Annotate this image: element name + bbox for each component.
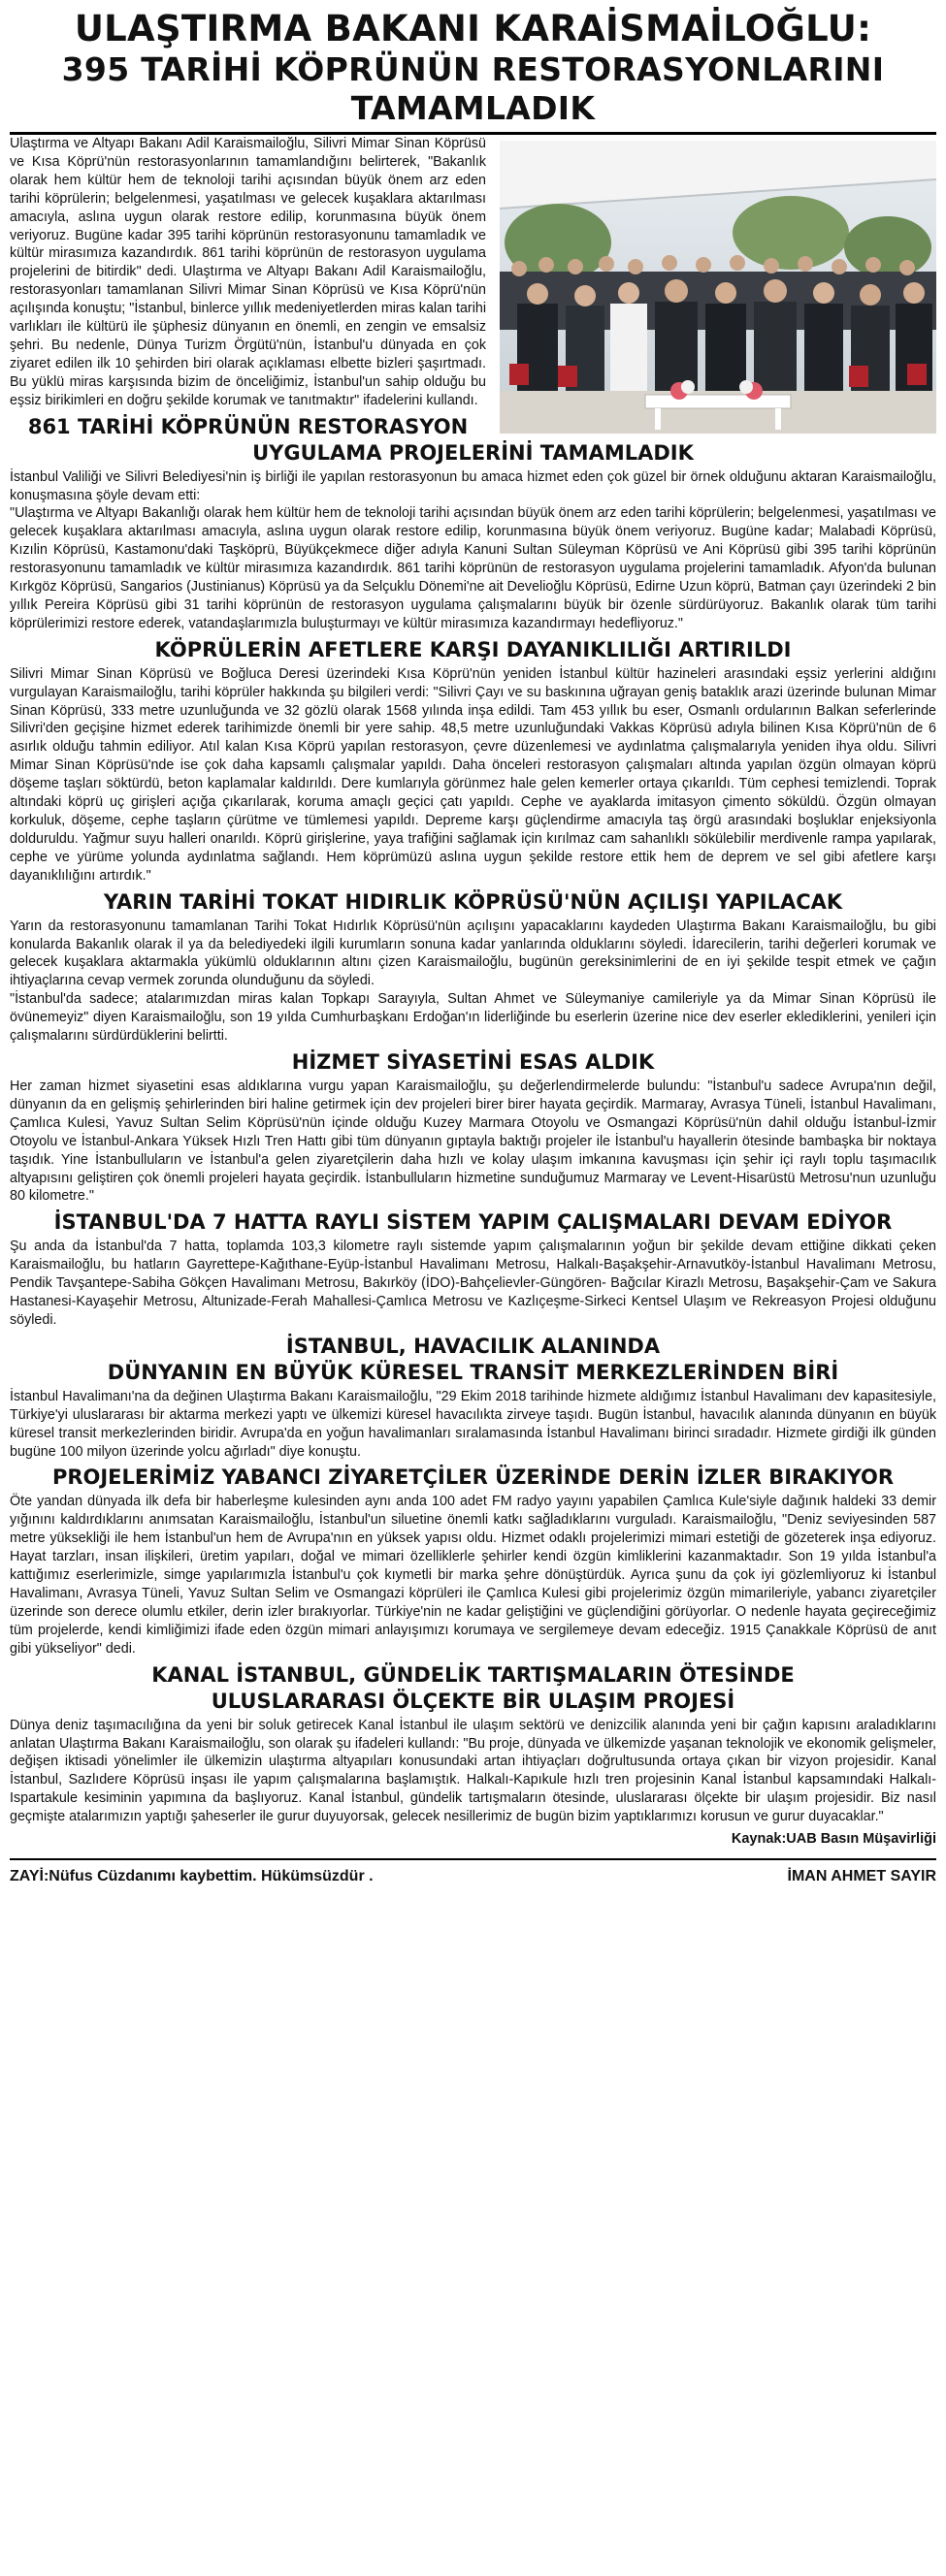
section-3-title: YARIN TARİHİ TOKAT HIDIRLIK KÖPRÜSÜ'NÜN AÇILIŞI YAPILACAK: [103, 889, 843, 914]
section-5-paragraph-1: Şu anda da İstanbul'da 7 hatta, toplamda 103,3 kilometre raylı sistemde yapım çalışmalarının yoğun bir şekilde devam ettiğine dikkati çeken Karaismailoğlu, bu hatların Gayrettepe-Kağıthane-Eyüp-İstanbul Havalimanı Metrosu, Halkalı-Başakşehir-Arnavutköy-İstanbul Havalimanı Metrosu, Pendik Tavşantepe-Sabiha Gökçen Havalimanı Metrosu, Bakırköy (İDO)-Bahçelievler-Güngören- Bağcılar Kirazlı Metrosu, Başakşehir-Çam ve Sakura Hastanesi-Kayaşehir Metrosu, Altunizade-Ferah Mahallesi-Çamlıca Metrosu ve Kazlıçeşme-Sirkeci Kentsel Ulaşım ve Rekreasyon Projesi olduğunu söyledi.: [10, 1239, 936, 1328]
section-7-paragraph-1: Öte yandan dünyada ilk defa bir haberleşme kulesinden aynı anda 100 adet FM radyo yayını yapabilen Çamlıca Kule'siyle dağınık haldeki 33 demir yığınını kaldırdıklarını anımsatan Karaismailoğlu, İstanbul'un siluetine önemli katkı sağladıklarını vurguladı. Karaismailoğlu, "Deniz seviyesinden 587 metre yüksekliği ile hem İstanbul'un hem de Avrupa'nın en yüksek yapısı oldu. Hizmet odaklı projelerimizi mimari estetiği de gözeterek inşa ediyoruz. Hayat tarzları, insan ilişkileri, üretim yapıları, doğal ve mimari özelliklerle şehirler kendi özgün kimliklerini kazanmaktadır. Son 19 yılda İstanbul'a kattığımız eserlerimizle, simge yapılarımızla İstanbul'u çok kıymetli bir marka şehre dönüştürdük. Ayrıca şunu da çok iyi gözlemliyoruz ki İstanbul Havalimanı, Avrasya Tüneli, Yavuz Sultan Selim ve Osmangazi köprüleri ile Çamlıca Kulesi gibi projelerimiz özgün mimarileriyle, yabancı ziyaretçiler üzerinde son derece olumlu etkiler, derin izler bırakıyorlar. Türkiye'nin ne kadar geliştiğini ve güçlendiğini görüyorlar. O nedenle hayata geçireceğimiz tüm projelerde, kendi kimliğimizi ifade eden özgün mimari anlayışımızı korumaya ve sergilemeye devam edeceğiz. 1915 Çanakkale Köprüsü de anıt gibi yükseliyor" dedi.: [10, 1494, 936, 1657]
source-line: [10, 1830, 936, 1849]
section-1: [10, 414, 936, 633]
section-1-paragraph-2: "Ulaştırma ve Altyapı Bakanlığı olarak hem kültür hem de teknoloji tarihi açısından büyük önem arz eden tarihi köprülerin; belgelenmesi, yaşatılması ve gelecek kuşaklara aktarılması amacıyla, aslına uygun olarak restore edilip, korunmasına büyük önem veriyoruz. Bugüne kadar; Malabadi Köprüsü, Kızılin Köprüsü, Kastamonu'daki Taşköprü, Büyükçekmece diğer adıyla Kanuni Sultan Süleyman Köprüsü ve Ani Köprüsü gibi 395 tarihi köprünün restorasyonunu tamamladık ve kültür mirasımıza kazandırdık. 861 tarihi köprünün de restorasyon uygulama projelerini tamamladık. Afyon'da bulunan Kırkgöz Köprüsü, Sangarios (Justinianus) Köprüsü ya da Selçuklu Dönemi'ne ait Develioğlu Köprüsü, Edirne Uzun köprü, Batman çayı üzerindeki 2 bin yıllık Pereira Köprüsü gibi 31 tarihi köprünün de restorasyon uygulama çalışmalarını büyük bir özenle sürdürüyoruz. Bakanlık olarak tüm tarihi köprülerimizi restore ederek, vatandaşlarımızla buluşturmayı ve kültür mirasımıza kazandırmayı hedefliyoruz.": [10, 505, 936, 631]
section-8-title: [10, 1662, 936, 1715]
section-7: [10, 1465, 936, 1658]
announcement-text: ZAYİ:Nüfus Cüzdanımı kaybettim. Hükümsüzdür .: [10, 1868, 374, 1885]
classified-announcement: [10, 1858, 936, 1886]
section-2: [10, 637, 936, 886]
section-4: [10, 1049, 936, 1206]
section-8: [10, 1662, 936, 1826]
section-3-paragraph-2: "İstanbul'da sadece; atalarımızdan miras kalan Topkapı Sarayıyla, Sultan Ahmet ve Süleymaniye camileriyle ya da Mimar Sinan Köprüsü ile övünemeyiz" diyen Karaismailoğlu, son 19 yılda Cumhurbaşkanı Erdoğan'ın liderliğinde bu eserlerin üzerine nice dev eserler eklediklerini, yenileri için çalışmalarını sürdürdüklerini belirtti.: [10, 991, 936, 1045]
section-6-title: [10, 1334, 936, 1386]
ceremony-photo: [500, 141, 936, 434]
newspaper-page: [10, 8, 936, 2559]
section-6-title-line-2: DÜNYANIN EN BÜYÜK KÜRESEL TRANSİT MERKEZLERİNDEN BİRİ: [107, 1360, 839, 1384]
section-7-title: PROJELERİMİZ YABANCI ZİYARETÇİLER ÜZERİNDE DERİN İZLER BIRAKIYOR: [51, 1465, 895, 1490]
section-4-title: HİZMET SİYASETİNİ ESAS ALDIK: [291, 1049, 655, 1074]
section-6: [10, 1334, 936, 1462]
section-4-paragraph-1: Her zaman hizmet siyasetini esas aldıklarına vurgu yapan Karaismailoğlu, şu değerlendirmelerde bulundu: "İstanbul'u sadece Avrupa'nın değil, dünyanın da en gelişmiş şehirlerinden biri haline getirmek için dev projeleri birer birer hayata geçirdik. Marmaray, Avrasya Tüneli, İstanbul Havalimanı, Çamlıca Kulesi, Yavuz Sultan Selim Köprüsü'nün içinde olduğu Kuzey Marmara Otoyolu ve Osmangazi Köprüsü'nün dahil olduğu İstanbul-İzmir Otoyolu ve İstanbul-Ankara Yüksek Hızlı Tren Hattı gibi tüm dünyanın gıptayla baktığı projeler ile İstanbul'u hayallerin ötesinde bambaşka bir noktaya taşıdık. Yine İstanbulluların ve İstanbul'a gelen ziyaretçilerin daha hızlı ve kolay ulaşım imkanına kavuşması için şehir içi raylı toplu taşımacılık altyapısını geliştiren çok önemli projeleri hayata geçirdik. İstanbulluların hizmetine sunduğumuz Marmaray ve Levent-Hisarüstü Metrosu'nun uzunluğu 80 kilometre.": [10, 1078, 936, 1205]
section-8-title-line-2: ULUSLARARASI ÖLÇEKTE BİR ULAŞIM PROJESİ: [211, 1689, 735, 1713]
section-3: [10, 889, 936, 1046]
section-5-title: İSTANBUL'DA 7 HATTA RAYLI SİSTEM YAPIM ÇALIŞMALARI DEVAM EDİYOR: [53, 1210, 893, 1235]
section-3-paragraph-1: Yarın da restorasyonunu tamamlanan Tarihi Tokat Hıdırlık Köprüsü'nün açılışını yapacaklarını kaydeden Ulaştırma Bakanı Karaismailoğlu, bu gibi konularda Bakanlık olarak il ya da belediyedeki ilgili kurumların sonuna kadar yanlarında olduklarını söyledi. İdarecilerin, tarihi değerleri korumak ve gelecek kuşaklara aktarmakla yükümlü olduklarının altını çizen Karaismailoğlu, bugünün gereksinimlerini de en iyi şekilde tespit etmek ve çağın ihtiyaçlarına cevap vermek zorunda olunduğunu da söyledi.: [10, 918, 936, 989]
section-1-paragraph-1: İstanbul Valiliği ve Silivri Belediyesi'nin iş birliği ile yapılan restorasyonun bu amaca hizmet eden çok güzel bir örnek olduğunu aktaran Karaismailoğlu, konuşmasına şöyle devam etti:: [10, 468, 936, 503]
section-8-paragraph-1: Dünya deniz taşımacılığına da yeni bir soluk getirecek Kanal İstanbul ile ulaşım sektörü ve denizcilik alanında yeni bir çağın kapısını araladıklarını anlatan Ulaştırma Bakanı Karaismailoğlu, son olarak şu ifadeleri kullandı: "Bu proje, dünyada ve ülkemizde yaşanan teknolojik ve ekonomik gelişmeler, değişen iktisadi yönelimler ile ülkemizin ulaştırma altyapıları konusundaki artan ihtiyaçları doğrultusunda ortaya çıkan bir vizyon projesidir. Kanal İstanbul, Sazlıdere Köprüsü inşası ile yapım çalışmalarına başlamıştık. Halkalı-Kapıkule hızlı tren projesinin Kanal İstanbul kapsamındaki Halkalı-Ispartakule kesiminin yapımına da başlıyoruz. Kanal İstanbul, gündelik tartışmaların ötesinde, uluslararası ölçekte bir ulaşım projesidir. Biz nasıl geçmişte atalarımızın yaptığı şaheserler ile gurur duyuyorsak, gelecek nesillerimiz de bugün bizim yaptıklarımızı korusun ve gurur duyacaklar.": [10, 1717, 936, 1825]
section-6-title-line-1: İSTANBUL, HAVACILIK ALANINDA: [285, 1334, 661, 1358]
intro-paragraph: Ulaştırma ve Altyapı Bakanı Adil Karaismailoğlu, Silivri Mimar Sinan Köprüsü ve Kısa Köprü'nün restorasyonlarının tamamlandığını belirterek, "Bakanlık olarak hem kültür hem de teknoloji tarihi açısından büyük önem arz eden tarihi köprülerin; belgelenmesi, yaşatılması ve gelecek kuşaklara aktarılması amacıyla, aslına uygun olarak restore edilip, korunmasına büyük önem veriyoruz. Bugüne kadar 395 tarihi köprünün restorasyonunu tamamladık ve kültür mirasımıza kazandırdık. 861 tarihi köprünün de restorasyon uygulama projelerini de bitirdik" dedi. Ulaştırma ve Altyapı Bakanı Adil Karaismailoğlu, restorasyonları tamamlanan Silivri Mimar Sinan Köprüsü ve Kısa Köprü'nün açılışında konuştu; "İstanbul, binlerce yıllık medeniyetlerden miras kalan tarihi varlıkları ile kültürü ile şüphesiz dünyanın en önemli, en zengin ve emsalsiz şehri. Bu nedenle, Dünya Turizm Örgütü'nün, İstanbul'u dünyada en çok ziyaret edilen ilk 10 şehirden biri olarak açıklaması elbette bizleri şaşırtmadı. Bu yüklü miras karşısında bizim de önceliğimiz, İstanbul'un sahip olduğu bu eşsiz birikimleri en doğru şekilde korumak ve tanıtmaktır" ifadelerini kullandı.: [10, 136, 486, 408]
announcement-name: İMAN AHMET SAYIR: [787, 1868, 936, 1885]
ceremony-photo-illustration: [500, 141, 936, 434]
section-2-title: KÖPRÜLERİN AFETLERE KARŞI DAYANIKLILIĞI ARTIRILDI: [154, 637, 792, 661]
section-6-paragraph-1: İstanbul Havalimanı'na da değinen Ulaştırma Bakanı Karaismailoğlu, "29 Ekim 2018 tarihinde hizmete aldığımız İstanbul Havalimanı dev kapasitesiyle, Türkiye'yi uluslararası bir aktarma merkezi yaptı ve ülkemizi küresel havacılıkta zirveye taşıdı. Bugün İstanbul, havacılık alanında dünyanın en büyük küresel transit merkezlerinden biridir. Avrupa'da en yoğun havalimanları sıralamasında İstanbul Havalimanı birinci sıradadır. Hizmete girdiği ilk günden bugüne 100 milyon üzerinde yolcu ağırladı" diye konuştu.: [10, 1388, 936, 1460]
section-1-title: 861 TARİHİ KÖPRÜNÜN RESTORASYON UYGULAMA PROJELERİNİ TAMAMLADIK: [27, 414, 694, 465]
headline-line-1: ULAŞTIRMA BAKANI KARAİSMAİLOĞLU:: [74, 8, 872, 49]
headline-line-2: 395 TARİHİ KÖPRÜNÜN RESTORASYONLARINI TAMAMLADIK: [10, 50, 936, 135]
section-2-paragraph-1: Silivri Mimar Sinan Köprüsü ve Boğluca Deresi üzerindeki Kısa Köprü'nün yeniden İstanbul kültür hazineleri arasındaki eşsiz yerlerini aldığını vurgulayan Karaismailoğlu, tarihi köprüler hakkında şu bilgileri verdi: "Silivri Çayı ve su baskınına uğrayan geniş bataklık arazi üzerinde bulunan Mimar Sinan Köprüsü, 333 metre uzunluğunda ve 32 gözlü olarak 1568 yılında inşa edildi. Tam 453 yıllık bu eser, Osmanlı ordularının Balkan seferlerinde Silivri'den geçişine hizmet ederek tarihimizde önemli bir yere sahip. 48,5 metre uzunluğundaki Vakkas Köprüsü adıyla bilinen Kısa Köprü'nün de 6 asırlık olduğu tahmin ediliyor. Atıl kalan Kısa Köprü yapılan restorasyon, çevre düzenlemesi ve aydınlatma çalışmalarıyla yeniden ihya oldu. Silivri Mimar Sinan Köprüsü'nde ise çok daha kapsamlı çalışmalar yapıldı. Daha önceleri restorasyon çalışmaları altında yapılan özgün olmayan köprü döşeme taşları söktürdü, beton kaplamalar kaldırıldı. Dere kumlarıyla görünmez hale gelen kemerler ortaya çıkarıldı. Tüm cephesi temizlendi. Toprak altındaki köprü uç girişleri açığa çıkarılarak, koruma amaçlı geçici çatı yapıldı. Cephe ve ayaklarda imitasyon çimento söküldü. Özgün olmayan korkuluk, döşeme, cephe taşların çürütme ve tümlemesi yapıldı. Depreme karşı güçlendirme amacıyla taş örgü arasındaki boşluklar enjeksiyonla dolduruldu. Yağmur suyu halleri onarıldı. Köprü girişlerine, yaya trafiğini sağlamak için kırılmaz cam sahanlıklı sökülebilir merdivenle rampa yapılarak, cephe ve yürüme yolunda aydınlatma sağlandı. Hem köprümüzü aslına uygun şekilde restore ettik hem de deprem ve sel gibi afetlere karşı dayanıklılığını artırdık.": [10, 665, 936, 884]
section-5: [10, 1209, 936, 1330]
section-8-title-line-1: KANAL İSTANBUL, GÜNDELİK TARTIŞMALARIN ÖTESİNDE: [151, 1662, 795, 1687]
source-credit: Kaynak:UAB Basın Müşavirliği: [731, 1831, 936, 1848]
